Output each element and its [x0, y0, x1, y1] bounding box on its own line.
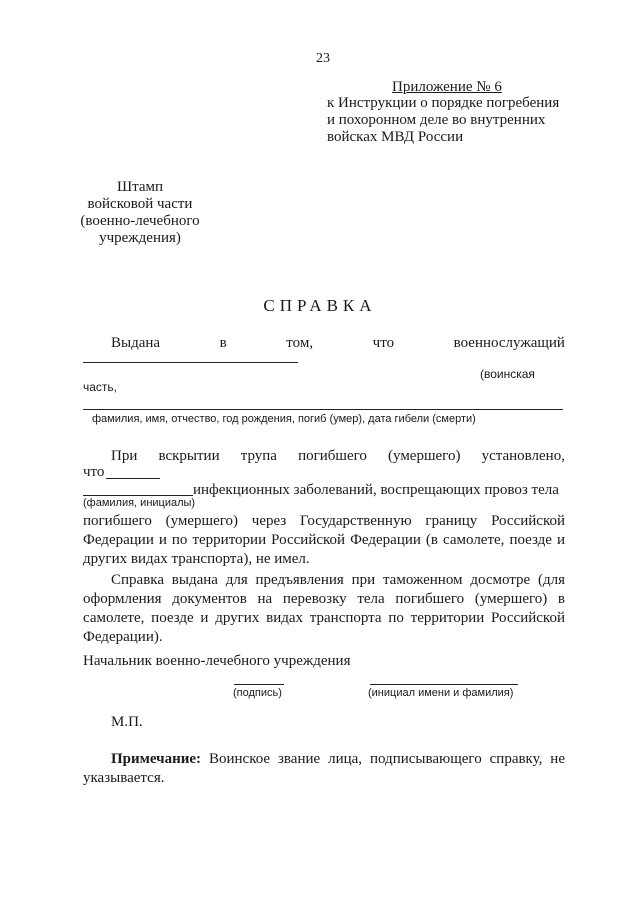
appendix-line: войсках МВД России [327, 129, 464, 145]
purpose-line-2: оформления документов на перевозку тела погибшего (умершего) в [83, 591, 565, 607]
unit-caption: (воинская [480, 367, 535, 381]
issued-word: что [372, 335, 395, 351]
autopsy-line-2: что [83, 464, 105, 480]
stamp-line: учреждения) [99, 230, 181, 246]
name-caption: фамилия, имя, отчество, год рождения, погиб (умер), дата гибели (смерти) [92, 413, 476, 425]
document-title: СПРАВКА [263, 296, 377, 315]
stamp-line: (военно-лечебного [80, 213, 200, 229]
word: (умершего) [388, 448, 461, 464]
autopsy-line-6: других видах транспорта), не имел. [83, 551, 310, 567]
word: установлено, [481, 448, 565, 464]
autopsy-line-4: погибшего (умершего) через Государственную границу Российской [83, 513, 565, 529]
appendix-line: к Инструкции о порядке погребения [327, 95, 560, 111]
note-line-2: указывается. [83, 770, 165, 786]
purpose-paragraph [83, 571, 565, 647]
appendix-title: Приложение № 6 [392, 79, 502, 95]
chief-title: Начальник военно-лечебного учреждения [83, 653, 351, 669]
autopsy-line-1 [111, 447, 565, 466]
issued-word: Выдана [111, 335, 161, 351]
appendix-line: и похоронном деле во внутренних [327, 112, 546, 128]
issued-line [111, 334, 565, 353]
seal-mark: М.П. [111, 714, 143, 730]
fio-caption: (фамилия, инициалы) [83, 497, 196, 509]
name-caption-2: (инициал имени и фамилия) [368, 687, 514, 699]
unit-caption-cont: часть, [83, 380, 118, 394]
issued-word: военнослужащий [453, 335, 565, 351]
note-line-1: Воинское звание лица, подписывающего справку, не [208, 751, 565, 767]
serviceman-blank-line [83, 362, 298, 363]
page-number: 23 [316, 51, 330, 66]
purpose-line-4: Федерации). [83, 629, 163, 645]
issued-word: в [219, 335, 227, 351]
stamp-line: войсковой части [87, 196, 193, 212]
word: трупа [240, 448, 277, 464]
autopsy-paragraph [83, 512, 565, 569]
autopsy-line-3: инфекционных заболеваний, воспрещающих провоз тела [193, 482, 559, 498]
signature-line [234, 684, 284, 685]
that-blank-line [106, 478, 160, 479]
purpose-line-3: самолете, поезде и других видах транспорта по территории Российской [83, 610, 565, 626]
stamp-line: Штамп [116, 179, 164, 195]
issued-word: том, [286, 335, 314, 351]
fio-blank-line [83, 495, 193, 496]
purpose-line-1: Справка выдана для предъявления при таможенном досмотре (для [111, 572, 565, 588]
signature-caption: (подпись) [233, 687, 282, 699]
name-blank-line [83, 409, 563, 410]
word: погибшего [298, 448, 367, 464]
note-label: Примечание: [111, 751, 202, 767]
name-line [370, 684, 518, 685]
word: вскрытии [158, 448, 220, 464]
word: При [111, 448, 138, 464]
note-paragraph [83, 750, 565, 788]
autopsy-line-5: Федерации и по территории Российской Федерации (в самолете, поезде и [83, 532, 565, 548]
